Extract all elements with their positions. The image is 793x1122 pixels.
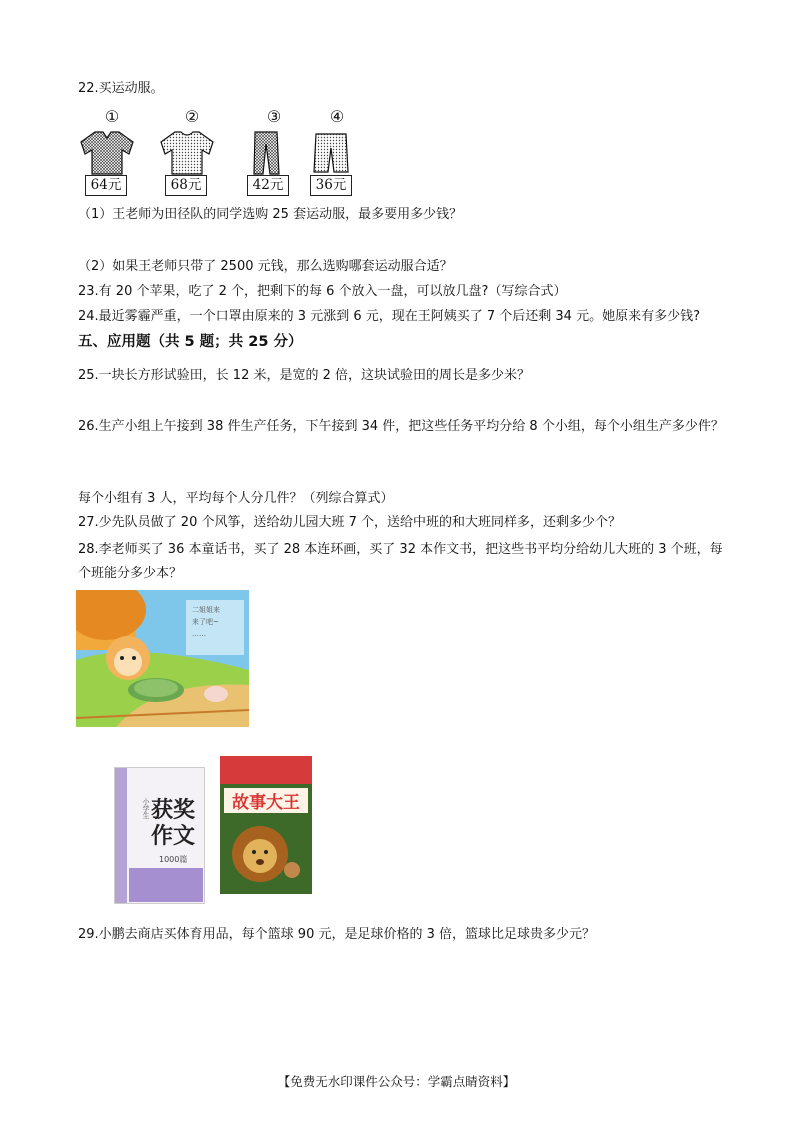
- question-29: 29.小鹏去商店买体育用品，每个篮球 90 元，是足球价格的 3 倍，篮球比足球贵多少元？: [78, 927, 596, 942]
- question-22-part-2: （2）如果王老师只带了 2500 元钱，那么选购哪套运动服合适？: [78, 259, 453, 274]
- clothing-item-1: [77, 108, 147, 198]
- composition-book-icon: [114, 767, 205, 904]
- question-25: 25.一块长方形试验田，长 12 米，是宽的 2 倍，这块试验田的周长是多少米？: [78, 368, 531, 383]
- question-27: 27.少先队员做了 20 个风筝，送给幼儿园大班 7 个，送给中班的和大班同样多，还剩多少个？: [78, 515, 622, 530]
- item-price: 64元: [85, 175, 127, 196]
- item-number: ③: [266, 107, 282, 126]
- item-number: ②: [184, 107, 200, 126]
- item-price: 68元: [165, 175, 207, 196]
- svg-text:……: ……: [192, 630, 206, 638]
- story-book-lion-icon: [220, 756, 312, 894]
- question-24: 24.最近雾霾严重，一个口罩由原来的 3 元涨到 6 元，现在王阿姨买了 7 个后还剩 34 元。她原来有多少钱?: [78, 309, 700, 324]
- book-1-title: 获奖作文: [151, 798, 196, 849]
- question-26: 26.生产小组上午接到 38 件生产任务，下午接到 34 件，把这些任务平均分给 8 个小组，每个小组生产多少件？: [78, 419, 724, 434]
- svg-text:来了吧~: 来了吧~: [192, 618, 219, 626]
- question-22-part-1: （1）王老师为田径队的同学选购 25 套运动服，最多要用多少钱？: [78, 207, 463, 222]
- item-price: 42元: [247, 175, 289, 196]
- section-5-heading: 五、应用题（共 5 题；共 25 分）: [78, 334, 303, 350]
- clothing-item-2: [157, 108, 227, 198]
- polo-shirt-icon: [77, 130, 137, 175]
- tshirt-icon: [157, 130, 217, 175]
- clothing-item-3: [239, 108, 309, 198]
- long-pants-icon: [239, 130, 299, 175]
- question-26-followup: 每个小组有 3 人，平均每个人分几件？（列综合算式）: [78, 491, 394, 506]
- book-side-title: 小学生: [142, 798, 150, 819]
- story-caption: 二姐姐来: [192, 606, 220, 614]
- question-22-title: 22.买运动服。: [78, 81, 164, 96]
- item-price: 36元: [310, 175, 352, 196]
- question-28: 28.李老师买了 36 本童话书，买了 28 本连环画，买了 32 本作文书，把这些书平均分给幼儿大班的 3 个班，每个班能分多少本？: [78, 542, 723, 581]
- clothing-item-4: [302, 108, 372, 198]
- book-1-subtitle: 1000篇: [159, 855, 188, 864]
- shorts-icon: [302, 130, 362, 175]
- item-number: ④: [329, 107, 345, 126]
- fairy-tale-picture-icon: [76, 590, 249, 727]
- book-2-title: 故事大王: [224, 788, 308, 813]
- question-23: 23.有 20 个苹果，吃了 2 个，把剩下的每 6 个放入一盘，可以放几盘?（写综合式）: [78, 284, 567, 299]
- footer-note: 【免费无水印课件公众号：学霸点睛资料】: [277, 1074, 516, 1089]
- item-number: ①: [104, 107, 120, 126]
